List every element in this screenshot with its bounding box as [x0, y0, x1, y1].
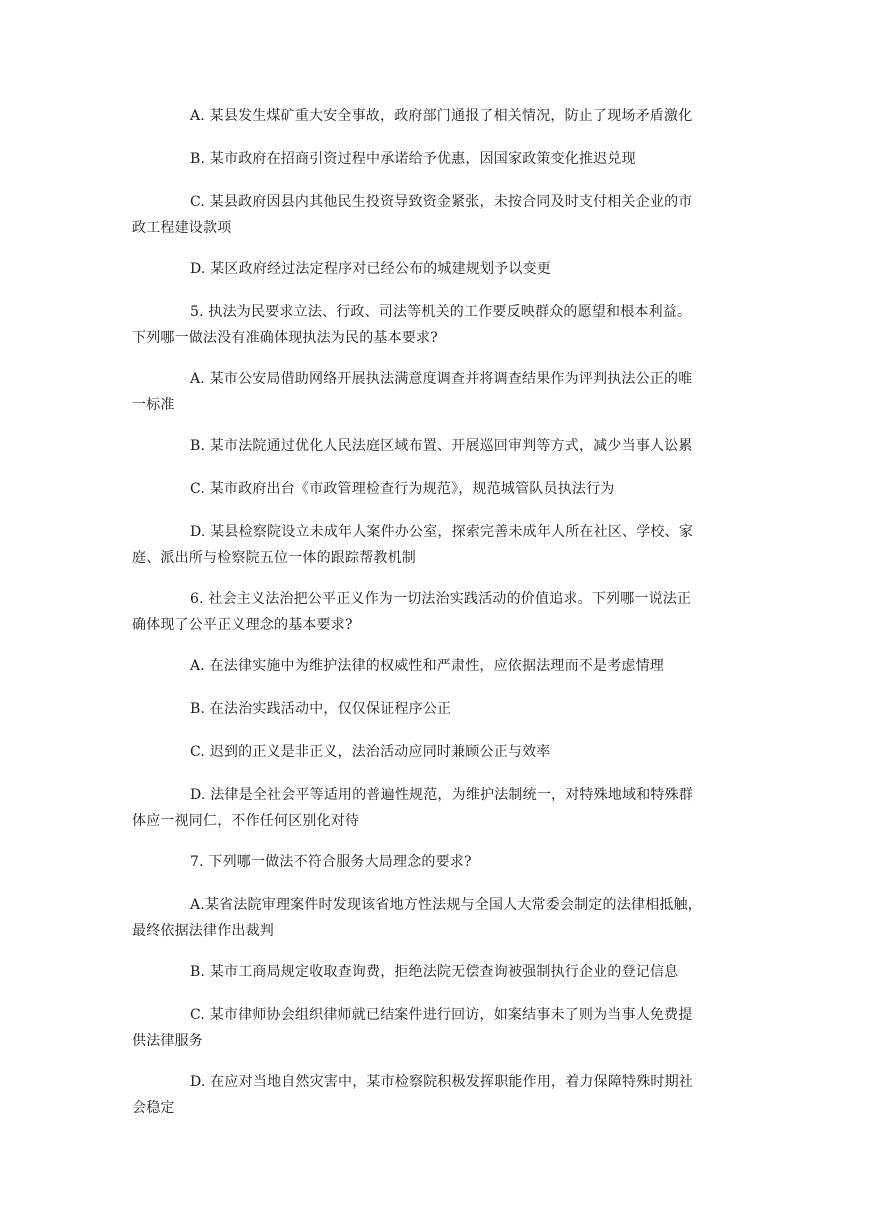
option-7d: [132, 1069, 740, 1121]
text-line: D. 某区政府经过法定程序对已经公布的城建规划予以变更: [190, 261, 552, 277]
text-line: 6. 社会主义法治把公平正义作为一切法治实践活动的价值追求。下列哪一说法正: [190, 591, 692, 607]
question-5: [132, 299, 740, 351]
option-6c: [132, 739, 740, 765]
text-line: B. 在法治实践活动中，仅仅保证程序公正: [190, 701, 452, 717]
text-line: C. 某市律师协会组织律师就已结案件进行回访，如案结事未了则为当事人免费提: [190, 1007, 693, 1023]
option-4c: [132, 189, 740, 241]
text-line: C. 某县政府因县内其他民生投资导致资金紧张，未按合同及时支付相关企业的市: [190, 194, 693, 210]
text-line: B. 某市工商局规定收取查询费，拒绝法院无偿查询被强制执行企业的登记信息: [190, 964, 679, 980]
option-4b: [132, 146, 740, 172]
text-line: 供法律服务: [132, 1033, 203, 1049]
text-line: 下列哪一做法没有准确体现执法为民的基本要求?: [132, 330, 438, 346]
text-line: 庭、派出所与检察院五位一体的跟踪帮教机制: [132, 550, 416, 566]
text-line: B. 某市政府在招商引资过程中承诺给予优惠，因国家政策变化推迟兑现: [190, 151, 636, 167]
option-7a: [132, 892, 740, 944]
option-5b: [132, 433, 740, 459]
option-7b: [132, 959, 740, 985]
text-line: D. 某县检察院设立未成年人案件办公室，探索完善未成年人所在社区、学校、家: [190, 524, 694, 540]
option-4a: [132, 103, 740, 129]
option-5a: [132, 366, 740, 418]
text-line: A. 在法律实施中为维护法律的权威性和严肃性，应依据法理而不是考虑情理: [190, 658, 665, 674]
text-line: 体应一视同仁，不作任何区别化对待: [132, 813, 360, 829]
option-6d: [132, 782, 740, 834]
option-6a: [132, 653, 740, 679]
text-line: 7. 下列哪一做法不符合服务大局理念的要求?: [190, 854, 472, 870]
text-line: D. 在应对当地自然灾害中，某市检察院积极发挥职能作用，着力保障特殊时期社: [190, 1074, 694, 1090]
text-line: 5. 执法为民要求立法、行政、司法等机关的工作要反映群众的愿望和根本利益。: [190, 304, 692, 320]
text-line: A. 某市公安局借助网络开展执法满意度调查并将调查结果作为评判执法公正的唯: [190, 371, 693, 387]
question-7: [132, 849, 740, 875]
option-4d: [132, 256, 740, 282]
text-line: D. 法律是全社会平等适用的普遍性规范，为维护法制统一，对特殊地域和特殊群: [190, 787, 694, 803]
option-5c: [132, 476, 740, 502]
option-5d: [132, 519, 740, 571]
text-line: A.某省法院审理案件时发现该省地方性法规与全国人大常委会制定的法律相抵触，: [190, 897, 702, 913]
text-line: A. 某县发生煤矿重大安全事故，政府部门通报了相关情况，防止了现场矛盾激化: [190, 108, 693, 124]
text-line: 政工程建设款项: [132, 220, 232, 236]
text-line: C. 迟到的正义是非正义，法治活动应同时兼顾公正与效率: [190, 744, 551, 760]
text-line: 一标准: [132, 397, 175, 413]
text-line: 会稳定: [132, 1100, 175, 1116]
option-6b: [132, 696, 740, 722]
text-line: 最终依据法律作出裁判: [132, 923, 274, 939]
text-line: C. 某市政府出台《市政管理检查行为规范》，规范城管队员执法行为: [190, 481, 615, 497]
text-line: B. 某市法院通过优化人民法庭区域布置、开展巡回审判等方式，减少当事人讼累: [190, 438, 693, 454]
text-line: 确体现了公平正义理念的基本要求?: [132, 617, 353, 633]
option-7c: [132, 1002, 740, 1054]
question-6: [132, 586, 740, 638]
